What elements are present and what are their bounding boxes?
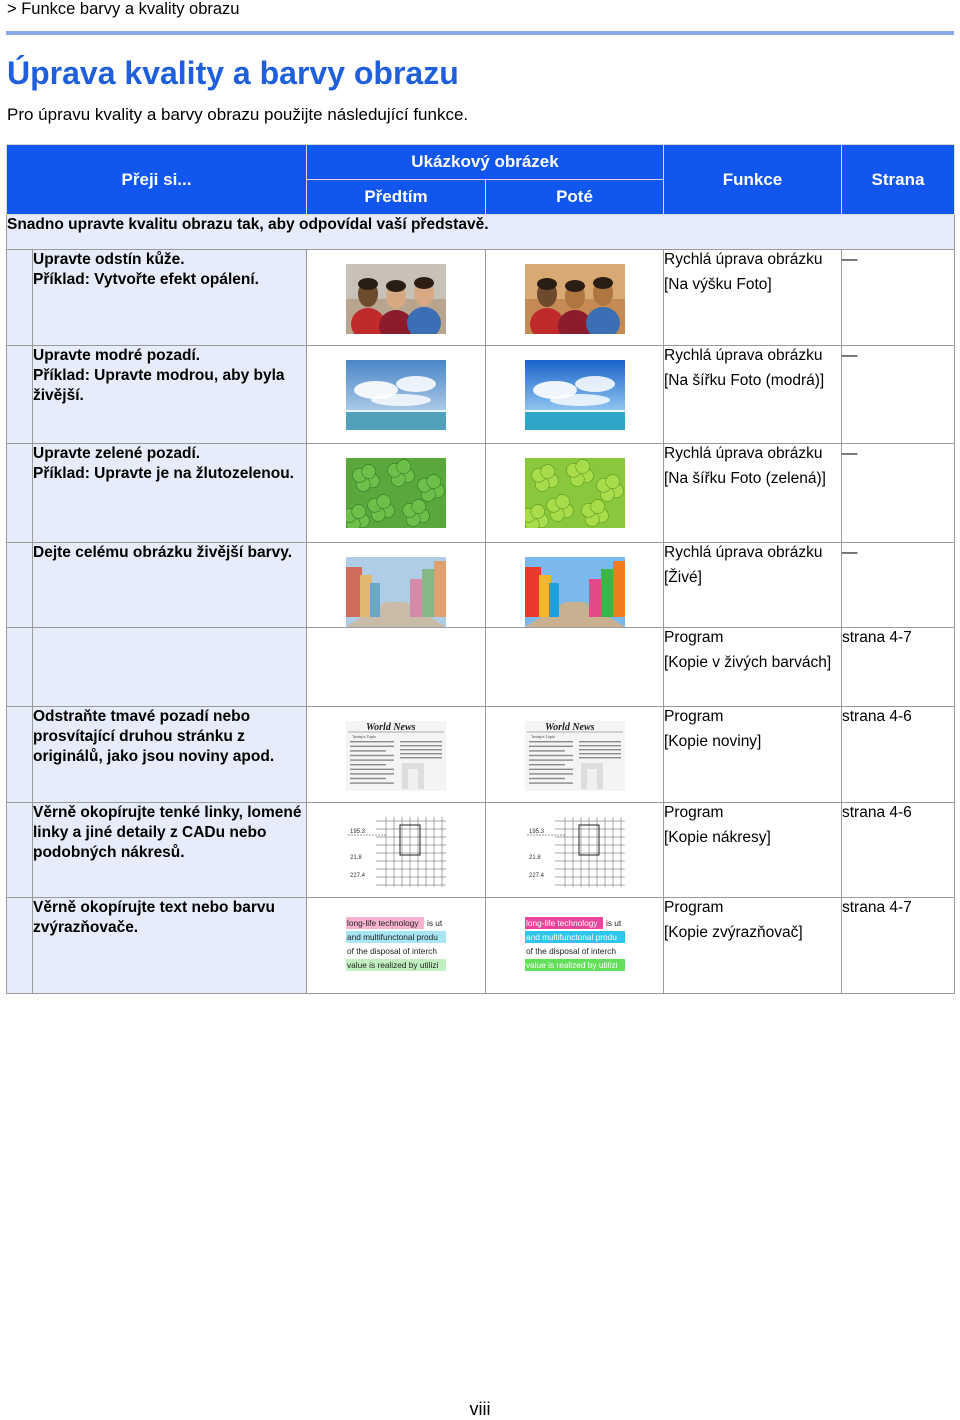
page-title: Úprava kvality a barvy obrazu xyxy=(7,55,459,91)
row-gutter xyxy=(7,250,33,346)
breadcrumb[interactable]: > Funkce barvy a kvality obrazu xyxy=(7,0,240,18)
cad-label: 227.4 xyxy=(528,873,544,879)
sky-sea-photo-before xyxy=(346,360,446,430)
highlight-tail: is ut xyxy=(605,918,621,928)
clover-photo-after xyxy=(525,458,625,528)
function-line: Rychlá úprava obrázku xyxy=(664,347,823,364)
news-subtitle: Today's Topic xyxy=(352,734,376,739)
function-line: [Kopie noviny] xyxy=(664,733,762,750)
sample-before xyxy=(307,444,486,543)
highlighter-text-before xyxy=(346,912,446,982)
row-page[interactable]: strana 4-6 xyxy=(842,803,955,898)
highlight-line: long-life technology xyxy=(525,918,597,928)
row-function xyxy=(664,803,842,898)
row-gutter xyxy=(7,803,33,898)
clover-photo-before xyxy=(346,458,446,528)
sample-before xyxy=(307,803,486,898)
portrait-photo-after xyxy=(525,264,625,334)
cad-label: 21.8 xyxy=(350,855,362,861)
houses-photo-before xyxy=(346,557,446,627)
description-line: Věrně okopírujte text nebo barvu zvýrazňovače. xyxy=(33,899,276,936)
cad-label: 195.3 xyxy=(528,829,544,835)
header-function: Funkce xyxy=(664,145,842,215)
sample-before xyxy=(307,543,486,628)
news-subtitle: Today's Topic xyxy=(530,734,555,739)
highlight-tail: is ut xyxy=(427,918,443,928)
cad-label: 227.4 xyxy=(350,873,366,879)
sample-after xyxy=(486,543,664,628)
sample-before xyxy=(307,346,486,444)
row-gutter xyxy=(7,543,33,628)
row-description xyxy=(33,543,307,628)
row-description xyxy=(33,444,307,543)
row-function xyxy=(664,543,842,628)
portrait-photo-before xyxy=(346,264,446,334)
table-row xyxy=(7,250,955,346)
header-rule xyxy=(6,31,954,35)
cad-drawing-before xyxy=(346,817,446,887)
row-description xyxy=(33,707,307,803)
row-gutter xyxy=(7,898,33,994)
sample-before xyxy=(307,707,486,803)
highlighter-text-after xyxy=(525,912,625,982)
function-line: Rychlá úprava obrázku xyxy=(664,445,823,462)
sample-after xyxy=(486,346,664,444)
row-page[interactable]: strana 4-7 xyxy=(842,898,955,994)
description-line: Příklad: Vytvořte efekt opálení. xyxy=(33,271,259,288)
row-function xyxy=(664,628,842,707)
newspaper-scan-after xyxy=(525,721,625,791)
table-row xyxy=(7,543,955,628)
highlight-line: long-life technology xyxy=(347,918,419,928)
cad-label: 195.3 xyxy=(350,829,366,835)
cad-drawing-after xyxy=(525,817,625,887)
description-line: Odstraňte tmavé pozadí nebo prosvítající druhou stránku z originálů, jako jsou noviny apod. xyxy=(33,708,275,765)
header-want: Přeji si... xyxy=(7,145,307,215)
row-gutter xyxy=(7,628,33,707)
sample-after xyxy=(486,628,664,707)
description-line: Příklad: Upravte je na žlutozelenou. xyxy=(33,465,294,482)
sample-after xyxy=(486,898,664,994)
sample-after xyxy=(486,250,664,346)
function-line: [Kopie v živých barvách] xyxy=(664,654,832,671)
highlight-line: of the disposal of interch xyxy=(525,946,616,956)
description-line: Upravte modré pozadí. xyxy=(33,347,201,364)
sample-before xyxy=(307,898,486,994)
row-description xyxy=(33,628,307,707)
row-gutter xyxy=(7,346,33,444)
table-row xyxy=(7,444,955,543)
newspaper-scan-before xyxy=(346,721,446,791)
sample-after xyxy=(486,707,664,803)
description-line: Věrně okopírujte tenké linky, lomené linky a jiné detaily z CADu nebo podobných nákresů. xyxy=(33,804,302,861)
description-line: Upravte zelené pozadí. xyxy=(33,445,201,462)
highlight-line: of the disposal of interch xyxy=(347,946,437,956)
sky-sea-photo-after xyxy=(525,360,625,430)
row-description xyxy=(33,346,307,444)
highlight-line: value is realized by utilizi xyxy=(347,960,439,970)
highlight-line: value is realized by utilizi xyxy=(525,960,617,970)
houses-photo-after xyxy=(525,557,625,627)
row-description xyxy=(33,898,307,994)
row-page: — xyxy=(842,250,955,346)
function-line: [Kopie zvýrazňovač] xyxy=(664,924,803,941)
header-page: Strana xyxy=(842,145,955,215)
function-line: [Živé] xyxy=(664,569,702,586)
header-after: Poté xyxy=(486,180,664,215)
row-description xyxy=(33,250,307,346)
function-line: [Na šířku Foto (zelená)] xyxy=(664,470,826,487)
sample-before xyxy=(307,628,486,707)
function-line: Program xyxy=(664,899,724,916)
news-title: World News xyxy=(366,722,416,733)
row-function xyxy=(664,250,842,346)
table-row xyxy=(7,707,955,803)
description-line: Příklad: Upravte modrou, aby byla živější. xyxy=(33,367,285,404)
cad-label: 21.8 xyxy=(528,855,541,861)
row-page: — xyxy=(842,444,955,543)
description-line: Upravte odstín kůže. xyxy=(33,251,185,268)
row-function xyxy=(664,898,842,994)
header-sample: Ukázkový obrázek xyxy=(307,145,664,180)
function-line: Program xyxy=(664,804,724,821)
table-row xyxy=(7,346,955,444)
sample-after xyxy=(486,444,664,543)
table-row xyxy=(7,628,955,707)
function-line: [Na šířku Foto (modrá)] xyxy=(664,372,825,389)
row-page: — xyxy=(842,346,955,444)
table-row xyxy=(7,803,955,898)
highlight-line: and multifunctonal produ xyxy=(525,932,617,942)
feature-table xyxy=(6,144,955,994)
intro-text: Pro úpravu kvality a barvy obrazu použijte následující funkce. xyxy=(7,105,469,124)
news-title: World News xyxy=(544,722,595,733)
function-line: Rychlá úprava obrázku xyxy=(664,544,823,561)
section-title: Snadno upravte kvalitu obrazu tak, aby odpovídal vaší představě. xyxy=(7,215,955,250)
function-line: [Kopie nákresy] xyxy=(664,829,771,846)
row-page: — xyxy=(842,543,955,628)
function-line: [Na výšku Foto] xyxy=(664,276,772,293)
row-function xyxy=(664,707,842,803)
row-function xyxy=(664,346,842,444)
sample-after xyxy=(486,803,664,898)
row-gutter xyxy=(7,707,33,803)
highlight-line: and multifunctonal produ xyxy=(347,932,438,942)
row-gutter xyxy=(7,444,33,543)
table-row xyxy=(7,898,955,994)
function-line: Program xyxy=(664,708,724,725)
row-page[interactable]: strana 4-6 xyxy=(842,707,955,803)
description-line: Dejte celému obrázku živější barvy. xyxy=(33,544,293,561)
row-description xyxy=(33,803,307,898)
row-function xyxy=(664,444,842,543)
function-line: Rychlá úprava obrázku xyxy=(664,251,823,268)
sample-before xyxy=(307,250,486,346)
row-page[interactable]: strana 4-7 xyxy=(842,628,955,707)
function-line: Program xyxy=(664,629,724,646)
header-before: Předtím xyxy=(307,180,486,215)
page-number: viii xyxy=(469,1399,491,1419)
